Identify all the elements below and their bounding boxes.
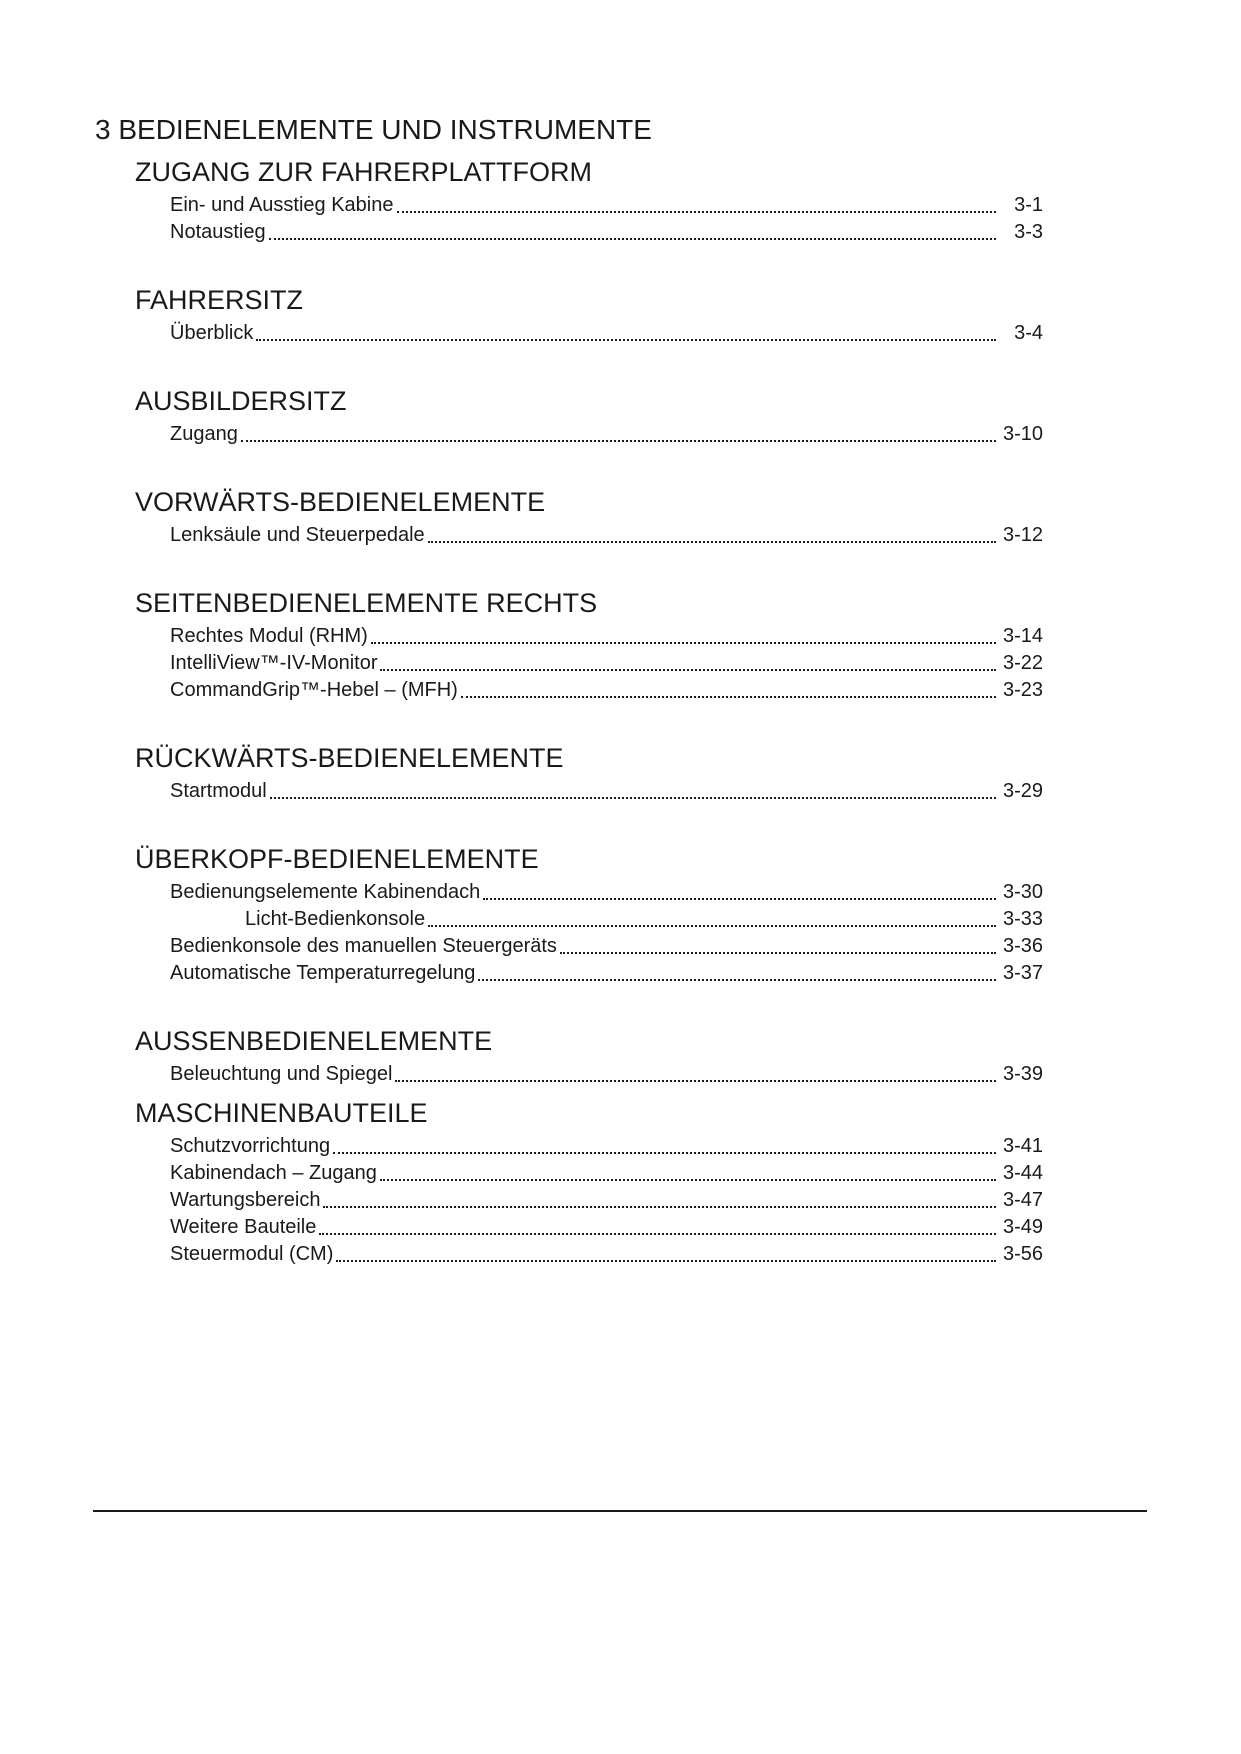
dot-leader xyxy=(371,642,996,644)
toc-entry xyxy=(135,778,1043,805)
dot-leader xyxy=(461,696,996,698)
toc-entry xyxy=(135,623,1043,650)
dot-leader xyxy=(333,1152,996,1154)
toc-section xyxy=(135,1025,1043,1088)
dot-leader xyxy=(270,797,996,799)
toc-entry xyxy=(135,1214,1043,1241)
section-entries xyxy=(135,320,1043,347)
dot-leader xyxy=(256,339,996,341)
dot-leader xyxy=(336,1260,996,1262)
entry-label: Notaustieg xyxy=(170,221,266,243)
toc-entry xyxy=(135,192,1043,219)
section-entries xyxy=(135,1061,1043,1088)
toc-entry xyxy=(135,320,1043,347)
section-title: MASCHINENBAUTEILE xyxy=(135,1098,428,1128)
entry-page-number: 3-37 xyxy=(1002,962,1043,984)
dot-leader xyxy=(323,1206,996,1208)
dot-leader xyxy=(560,952,996,954)
section-entries xyxy=(135,1133,1043,1268)
entry-label: Automatische Temperaturregelung xyxy=(170,962,476,984)
chapter-title: 3 BEDIENELEMENTE UND INSTRUMENTE xyxy=(95,114,652,145)
entry-label: Schutzvorrichtung xyxy=(170,1135,331,1157)
entry-label: Beleuchtung und Spiegel xyxy=(170,1063,393,1085)
entry-page-number: 3-47 xyxy=(1002,1189,1043,1211)
toc-entry xyxy=(135,1061,1043,1088)
toc-entry xyxy=(135,1160,1043,1187)
entry-label: CommandGrip™-Hebel – (MFH) xyxy=(170,679,458,701)
section-title: SEITENBEDIENELEMENTE RECHTS xyxy=(135,588,598,618)
entry-page-number: 3-41 xyxy=(1002,1135,1043,1157)
entry-page-number: 3-30 xyxy=(1002,881,1043,903)
toc-section xyxy=(135,486,1043,549)
entry-page-number: 3-29 xyxy=(1002,780,1043,802)
section-title: ÜBERKOPF-BEDIENELEMENTE xyxy=(135,844,539,874)
toc-section xyxy=(135,1097,1043,1268)
toc-entry xyxy=(135,522,1043,549)
section-entries xyxy=(135,421,1043,448)
toc-entry xyxy=(135,421,1043,448)
entry-label: Weitere Bauteile xyxy=(170,1216,317,1238)
toc-section xyxy=(135,284,1043,347)
entry-label: Wartungsbereich xyxy=(170,1189,321,1211)
entry-label: Licht-Bedienkonsole xyxy=(245,908,426,930)
dot-leader xyxy=(397,211,997,213)
entry-label: Startmodul xyxy=(170,780,267,802)
dot-leader xyxy=(319,1233,996,1235)
entry-page-number: 3-1 xyxy=(1014,194,1043,216)
entry-page-number: 3-49 xyxy=(1002,1216,1043,1238)
toc-entry xyxy=(135,879,1043,906)
section-title: AUSSENBEDIENELEMENTE xyxy=(135,1026,493,1056)
section-entries xyxy=(135,879,1043,987)
entry-page-number: 3-10 xyxy=(1002,423,1043,445)
section-entries xyxy=(135,192,1043,246)
entry-label: Rechtes Modul (RHM) xyxy=(170,625,368,647)
entry-label: Ein- und Ausstieg Kabine xyxy=(170,194,394,216)
entry-page-number: 3-12 xyxy=(1002,524,1043,546)
toc-entry xyxy=(135,219,1043,246)
toc-entry xyxy=(135,1187,1043,1214)
section-entries xyxy=(135,522,1043,549)
footer-divider xyxy=(93,1510,1147,1512)
entry-label: Bedienkonsole des manuellen Steuergeräts xyxy=(170,935,557,957)
entry-label: Kabinendach – Zugang xyxy=(170,1162,377,1184)
entry-page-number: 3-44 xyxy=(1002,1162,1043,1184)
dot-leader xyxy=(483,898,996,900)
entry-page-number: 3-3 xyxy=(1014,221,1043,243)
entry-label: Zugang xyxy=(170,423,238,445)
entry-page-number: 3-4 xyxy=(1014,322,1043,344)
entry-page-number: 3-22 xyxy=(1002,652,1043,674)
toc-section xyxy=(135,385,1043,448)
dot-leader xyxy=(428,541,996,543)
toc-entry xyxy=(135,933,1043,960)
entry-page-number: 3-23 xyxy=(1002,679,1043,701)
section-entries xyxy=(135,623,1043,704)
toc-entry xyxy=(135,1241,1043,1268)
dot-leader xyxy=(380,1179,996,1181)
toc xyxy=(95,156,1043,1268)
dot-leader xyxy=(380,669,996,671)
toc-section xyxy=(135,587,1043,704)
dot-leader xyxy=(241,440,996,442)
toc-section xyxy=(135,156,1043,246)
toc-entry xyxy=(135,960,1043,987)
toc-entry xyxy=(135,650,1043,677)
entry-page-number: 3-39 xyxy=(1002,1063,1043,1085)
entry-page-number: 3-36 xyxy=(1002,935,1043,957)
section-title: VORWÄRTS-BEDIENELEMENTE xyxy=(135,487,546,517)
dot-leader xyxy=(269,238,996,240)
entry-page-number: 3-33 xyxy=(1002,908,1043,930)
section-title: RÜCKWÄRTS-BEDIENELEMENTE xyxy=(135,743,564,773)
entry-page-number: 3-14 xyxy=(1002,625,1043,647)
toc-entry xyxy=(135,677,1043,704)
entry-label: Bedienungselemente Kabinendach xyxy=(170,881,481,903)
section-title: ZUGANG ZUR FAHRERPLATTFORM xyxy=(135,157,593,187)
dot-leader xyxy=(428,925,996,927)
entry-label: IntelliView™-IV-Monitor xyxy=(170,652,378,674)
section-title: AUSBILDERSITZ xyxy=(135,386,347,416)
toc-page xyxy=(95,113,1043,1268)
section-entries xyxy=(135,778,1043,805)
dot-leader xyxy=(395,1080,996,1082)
toc-entry xyxy=(135,906,1043,933)
section-title: FAHRERSITZ xyxy=(135,285,304,315)
toc-section xyxy=(135,843,1043,987)
toc-entry xyxy=(135,1133,1043,1160)
entry-label: Steuermodul (CM) xyxy=(170,1243,334,1265)
toc-section xyxy=(135,742,1043,805)
entry-page-number: 3-56 xyxy=(1002,1243,1043,1265)
entry-label: Überblick xyxy=(170,322,254,344)
dot-leader xyxy=(478,979,996,981)
entry-label: Lenksäule und Steuerpedale xyxy=(170,524,425,546)
